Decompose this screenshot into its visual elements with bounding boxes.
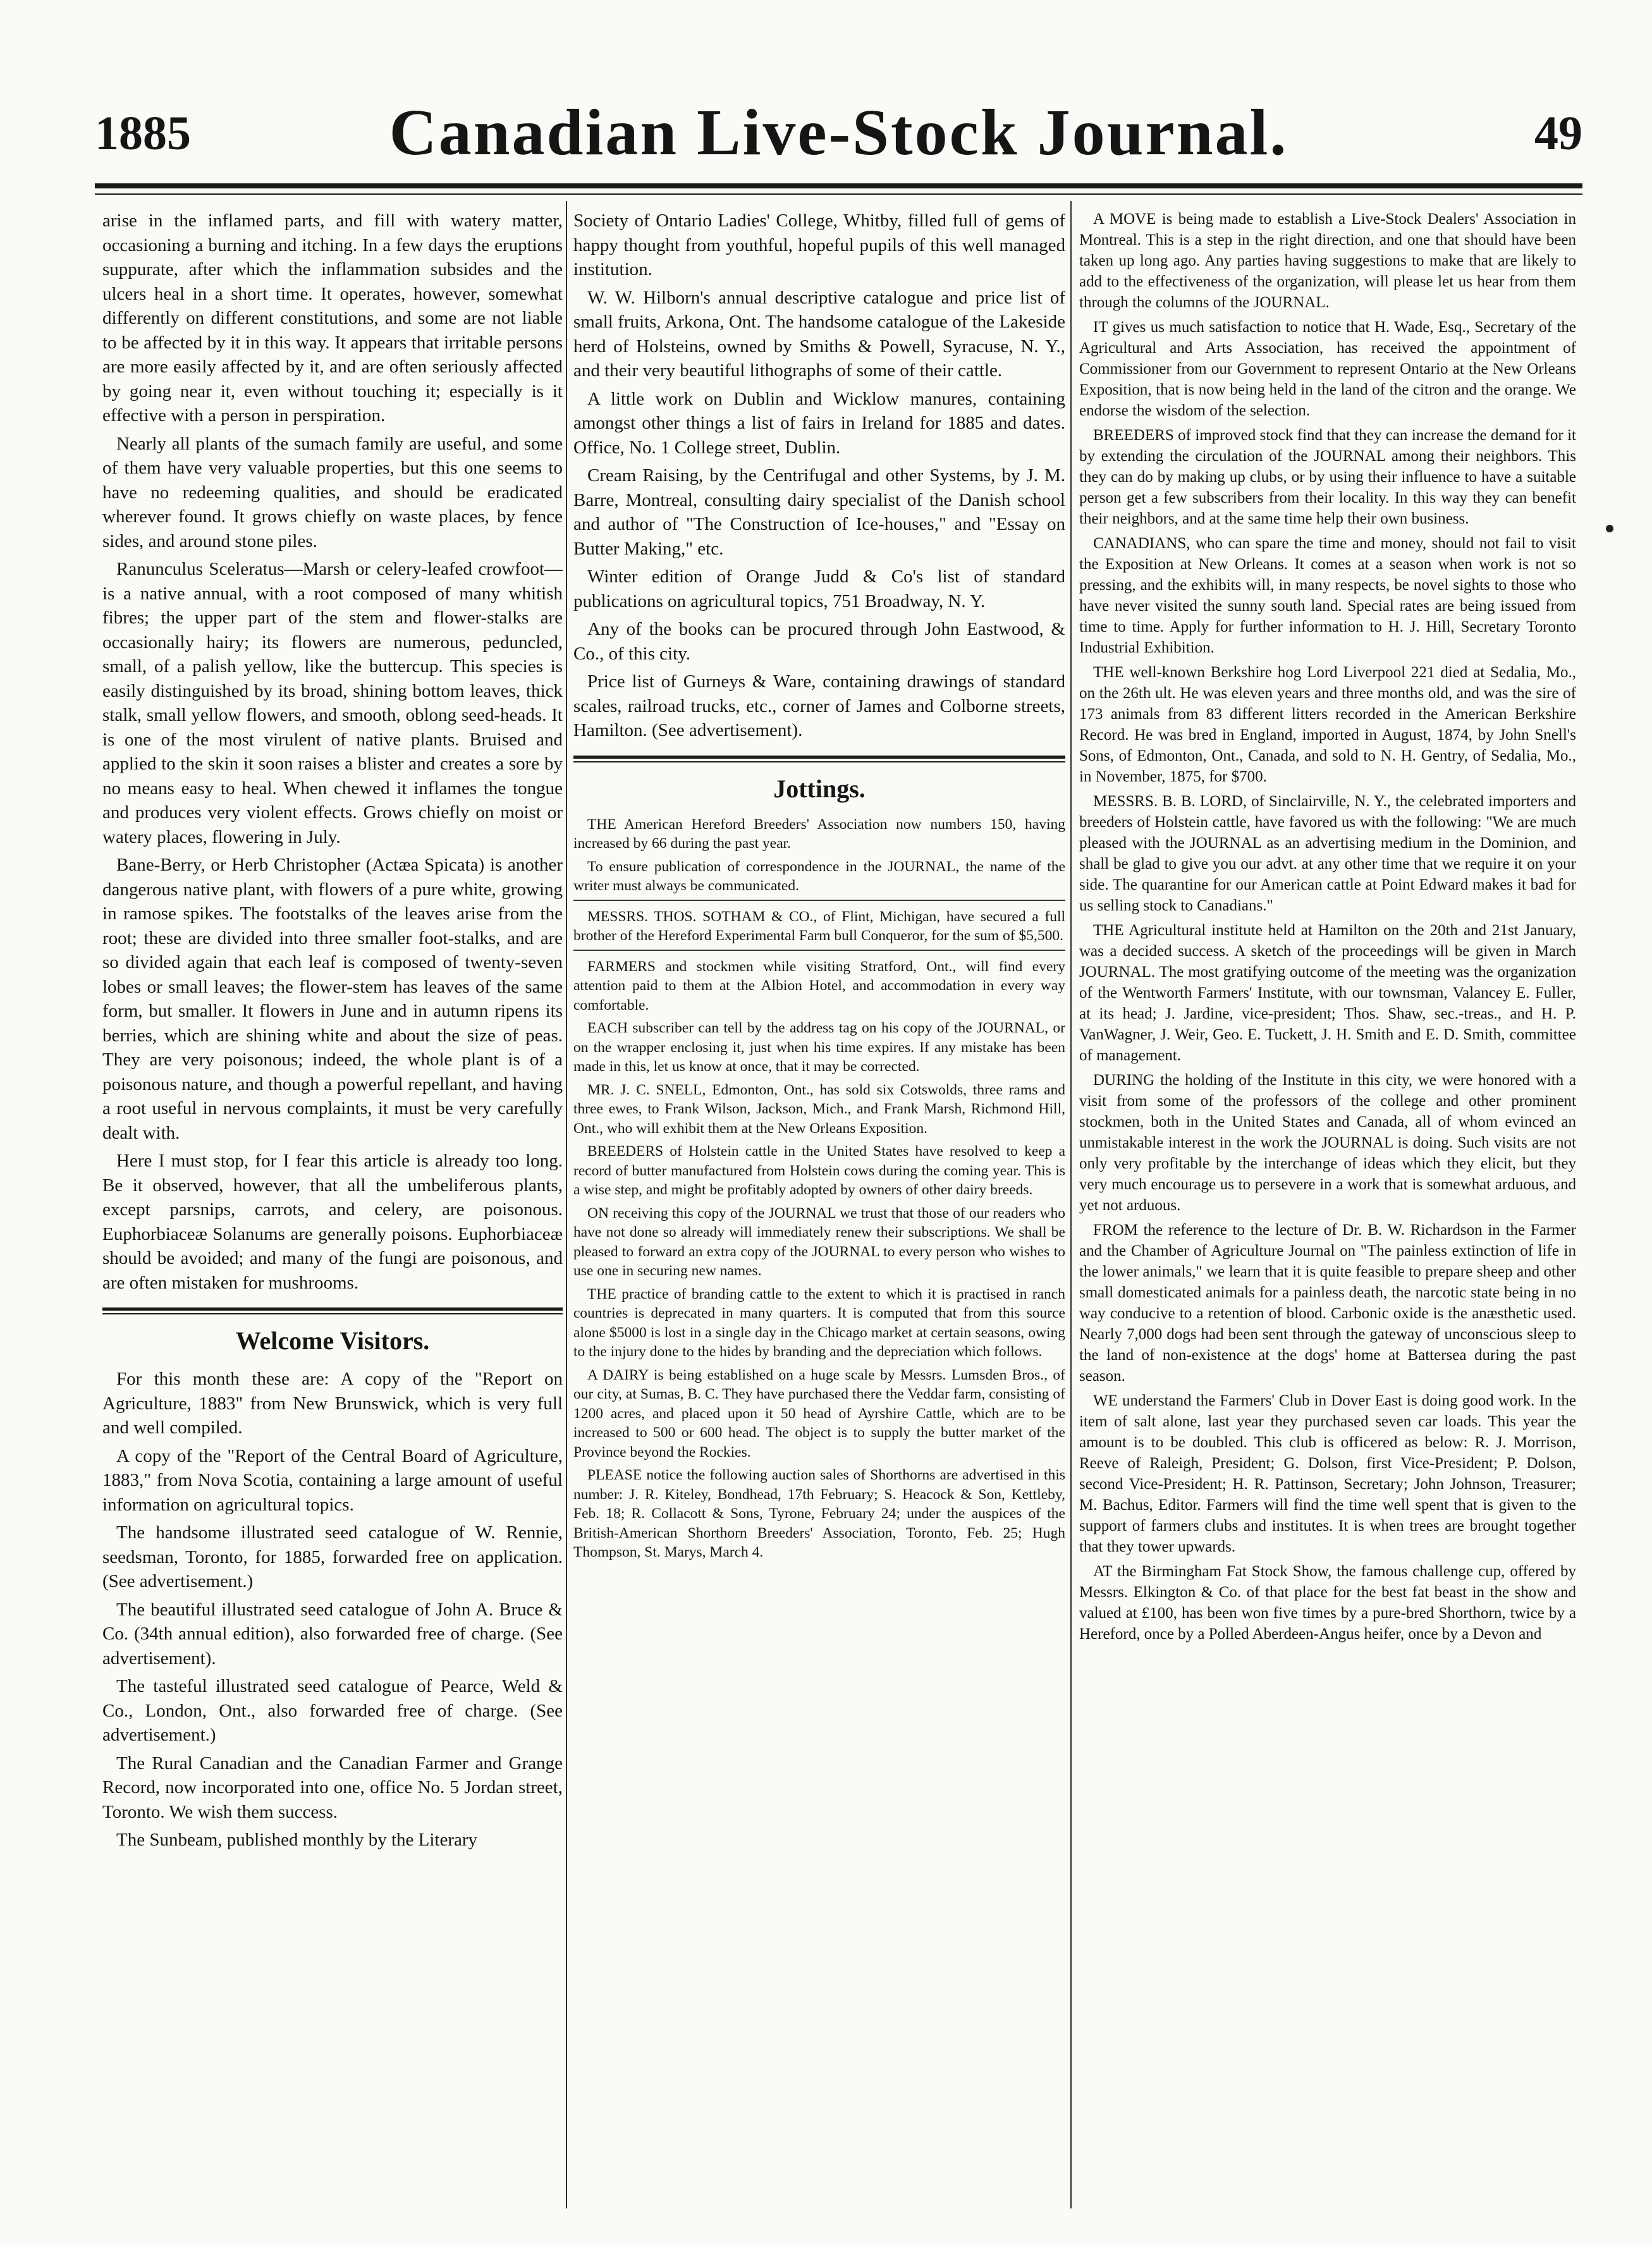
article-paragraph: Here I must stop, for I fear this article is already too long. Be it observed, however, that all the umbeliferous plants, except parsnips, carrots, and celery, are poisonous. Euphorbiaceæ Solanums are generally poisons. Euphorbiaceæ should be avoided; and many of the fungi are poisonous, and are often mistaken for mushrooms. bbox=[102, 1151, 563, 1293]
welcome-item: The Rural Canadian and the Canadian Farmer and Grange Record, now incorporated into one, office No. 5 Jordan street, Toronto. We wish them success. bbox=[102, 1753, 563, 1822]
article-paragraph: arise in the inflamed parts, and fill with watery matter, occasioning a burning and itching. In a few days the eruptions suppurate, after which the inflammation subsides and the ulcers heal in a short time. It operates, however, somewhat differently on different constitutions, and some are not liable to be affected by it in this way. It appears that irritable persons are more easily affected by it, and are often seriously affected by going near it, even without touching it; especially is it effective with a person in perspiration. bbox=[102, 211, 563, 426]
welcome-item: The handsome illustrated seed catalogue of W. Rennie, seedsman, Toronto, for 1885, forwarded free on application. (See advertisement.) bbox=[102, 1522, 563, 1591]
column-divider bbox=[566, 201, 567, 2208]
jotting-item: A DAIRY is being established on a huge scale by Messrs. Lumsden Bros., of our city, at Sumas, B. C. They have purchased there the Veddar farm, consisting of 1200 acres, and placed upon it 50 head of Ayrshire Cattle, which are to be increased to 500 or 600 head. The object is to supply the butter market of the Province beyond the Rockies. bbox=[573, 1366, 1065, 1460]
welcome-item: A copy of the "Report of the Central Board of Agriculture, 1883," from Nova Scotia, containing a large amount of useful information on agricultural topics. bbox=[102, 1445, 563, 1515]
jotting-item: ON receiving this copy of the JOURNAL we trust that those of our readers who have not done so already will immediately renew their subscriptions. We shall be pleased to forward an extra copy of the JOURNAL to every person who wishes to use one in securing new names. bbox=[573, 1204, 1065, 1279]
notice-item: DURING the holding of the Institute in this city, we were honored with a visit from some of the professors of the college and other prominent stockmen, both in the United States and Canada, all of whom evinced an unmistakable interest in the work the JOURNAL is doing. Such visits are not only very profitable by the interchange of ideas which they elicit, but they very much encourage us to persevere in a work that is somewhat arduous, and yet not arduous. bbox=[1079, 1072, 1576, 1214]
jotting-item: FARMERS and stockmen while visiting Stratford, Ont., will find every attention paid to them at the Albion Hotel, and accommodation in every way comfortable. bbox=[573, 958, 1065, 1013]
welcome-item: Winter edition of Orange Judd & Co's list of standard publications on agricultural topics, 751 Broadway, N. Y. bbox=[573, 566, 1065, 611]
jotting-item: MESSRS. THOS. SOTHAM & CO., of Flint, Michigan, have secured a full brother of the Hereford Experimental Farm bull Conqueror, for the sum of $5,500. bbox=[573, 908, 1065, 944]
welcome-item: The Sunbeam, published monthly by the Literary bbox=[116, 1830, 478, 1850]
notice-item: A MOVE is being made to establish a Live-Stock Dealers' Association in Montreal. This is a step in the right direction, and one that should have been taken up long ago. Any parties having suggestions to make that are likely to add to the effectiveness of the organization, will please let us hear from them through the columns of the JOURNAL. bbox=[1079, 211, 1576, 311]
welcome-item: A little work on Dublin and Wicklow manures, containing amongst other things a list of fairs in Ireland for 1885 and dates. Office, No. 1 College street, Dublin. bbox=[573, 388, 1065, 458]
notice-item: CANADIANS, who can spare the time and money, should not fail to visit the Exposition at New Orleans. It comes at a season when work is not so pressing, and the exhibits will, in many respects, be novel sights to those who have never visited the sunny south land. Special rates are being issued from time to time. Apply for further information to H. J. Hill, Secretary Toronto Industrial Exhibition. bbox=[1079, 535, 1576, 656]
item-separator bbox=[573, 950, 1065, 955]
welcome-item: Cream Raising, by the Centrifugal and other Systems, by J. M. Barre, Montreal, consulting dairy specialist of the Danish school and author of "The Construction of Ice-houses," and "Essay on Butter Making," etc. bbox=[573, 465, 1065, 559]
header-rule bbox=[95, 183, 1582, 188]
notice-item: MESSRS. B. B. LORD, of Sinclairville, N. Y., the celebrated importers and breeders of Holstein cattle, have favored us with the following: "We are much pleased with the JOURNAL as an advertising medium in the Dominion, and shall be glad to give you our advt. at any other time that we require it on your side. The quarantine for our American cattle at Point Edward makes it bad for us selling stock to Canadians." bbox=[1079, 793, 1576, 914]
jotting-item: EACH subscriber can tell by the address tag on his copy of the JOURNAL, or on the wrapper enclosing it, just when his time expires. If any mistake has been made in this, let us know at once, that it may be corrected. bbox=[573, 1020, 1065, 1075]
item-separator bbox=[573, 900, 1065, 905]
masthead bbox=[95, 95, 1582, 190]
section-rule bbox=[102, 1307, 563, 1314]
welcome-item: Any of the books can be procured through John Eastwood, & Co., of this city. bbox=[573, 619, 1065, 664]
notice-item: IT gives us much satisfaction to notice that H. Wade, Esq., Secretary of the Agricultural and Arts Association, has received the appointment of Commissioner from our Government to represent Ontario at the New Orleans Exposition, that is now being held in the land of the citron and the orange. We endorse the wisdom of the selection. bbox=[1079, 319, 1576, 419]
column-divider bbox=[1070, 201, 1072, 2208]
welcome-item: W. W. Hilborn's annual descriptive catalogue and price list of small fruits, Arkona, Ont. The handsome catalogue of the Lakeside herd of Holsteins, owned by Smiths & Powell, Syracuse, N. Y., and their very beautiful lithographs of some of their cattle. bbox=[573, 287, 1065, 381]
notice-item: THE well-known Berkshire hog Lord Liverpool 221 died at Sedalia, Mo., on the 26th ult. He was eleven years and three months old, and was the sire of 173 animals from 83 different litters recorded in the American Berkshire Record. He was bred in England, imported in August, 1874, by John Snell's Sons, of Edmonton, Ont., Canada, and sold to N. H. Gentry, of Sedalia, Mo., in November, 1875, for $700. bbox=[1079, 664, 1576, 785]
notice-item: THE Agricultural institute held at Hamilton on the 20th and 21st January, was a decided success. A sketch of the proceedings will be given in March JOURNAL. The most gratifying outcome of the meeting was the organization of the Wentworth Farmers' Institute, with our townsman, Valancey E. Fuller, at its head; J. Jardine, vice-president; Thos. Shaw, sec.-treas., and H. P. VanWagner, J. Weir, Geo. E. Tuckett, J. H. Smith and E. D. Smith, committee of management. bbox=[1079, 922, 1576, 1064]
section-rule bbox=[573, 756, 1065, 762]
header-rule-thin bbox=[95, 193, 1582, 195]
section-heading-welcome-visitors: Welcome Visitors. bbox=[235, 1326, 430, 1355]
jotting-item: To ensure publication of correspondence in the JOURNAL, the name of the writer must always be communicated. bbox=[573, 858, 1065, 894]
section-heading-jottings: Jottings. bbox=[773, 774, 866, 803]
page-number: 49 bbox=[1534, 107, 1582, 160]
welcome-item: For this month these are: A copy of the "Report on Agriculture, 1883" from New Brunswick, which is very full and well compiled. bbox=[102, 1369, 563, 1438]
welcome-item: The beautiful illustrated seed catalogue of John A. Bruce & Co. (34th annual edition), also forwarded free of charge. (See advertisement). bbox=[102, 1599, 563, 1668]
jotting-item: PLEASE notice the following auction sales of Shorthorns are advertised in this number: J. R. Kiteley, Bondhead, 17th February; S. Heacock & Son, Kettleby, Feb. 18; R. Collacott & Sons, Tyrone, February 24; under the auspices of the British-American Shorthorn Breeders' Association, Toronto, Feb. 25; Hugh Thompson, St. Marys, March 4. bbox=[573, 1467, 1065, 1560]
journal-title: Canadian Live-Stock Journal. bbox=[389, 96, 1288, 169]
jotting-item: THE practice of branding cattle to the extent to which it is practised in ranch countries is deprecated in many quarters. It is computed that from this source alone $5000 is lost in a single day in the Chicago market at certain seasons, owing to the injury done to the hides by branding and the depreciation which follows. bbox=[573, 1285, 1065, 1360]
column-3 bbox=[1079, 209, 1576, 2213]
jotting-item: MR. J. C. SNELL, Edmonton, Ont., has sold six Cotswolds, three rams and three ewes, to Frank Wilson, Jackson, Mich., and Frank Marsh, Richmond Hill, Ont., who will exhibit them at the New Orleans Exposition. bbox=[573, 1081, 1065, 1137]
column-1 bbox=[102, 209, 563, 2213]
jotting-item: BREEDERS of Holstein cattle in the United States have resolved to keep a record of butter manufactured from Holstein cows during the coming year. This is a wise step, and might be profitably adopted by owners of other dairy breeds. bbox=[573, 1143, 1065, 1198]
issue-year: 1885 bbox=[95, 107, 191, 160]
article-paragraph: Ranunculus Sceleratus—Marsh or celery-leafed crowfoot—is a native annual, with a root composed of many whitish fibres; the upper part of the stem and flower-stalks are occasionally hairy; its flowers are numerous, peduncled, small, of a palish yellow, like the buttercup. This species is easily distinguished by its broad, shining bottom leaves, thick stalk, small yellow flowers, and smooth, oblong seed-heads. It is one of the most virulent of native plants. Bruised and applied to the skin it soon raises a blister and creates a sore by no means easy to heal. When chewed it inflames the tongue and produces very violent effects. Grows chiefly on moist or watery places, flowering in July. bbox=[102, 559, 563, 847]
welcome-item: The tasteful illustrated seed catalogue of Pearce, Weld & Co., London, Ont., also forwarded free of charge. (See advertisement.) bbox=[102, 1676, 563, 1745]
welcome-item: Price list of Gurneys & Ware, containing drawings of standard scales, railroad trucks, etc., corner of James and Colborne streets, Hamilton. (See advertisement). bbox=[573, 671, 1065, 740]
notice-item: AT the Birmingham Fat Stock Show, the famous challenge cup, offered by Messrs. Elkington & Co. of that place for the best fat beast in the show and valued at £100, has been won five times by a pure-bred Shorthorn, twice by a Hereford, once by a Polled Aberdeen-Angus heifer, once by a Devon and bbox=[1079, 1563, 1576, 1643]
margin-mark bbox=[1606, 525, 1613, 532]
notice-item: FROM the reference to the lecture of Dr. B. W. Richardson in the Farmer and the Chamber of Agriculture Journal on "The painless extinction of life in the lower animals," we learn that it is quite feasible to prepare sheep and other small domesticated animals for a painless death, the narcotic state being in no way conducive to a retention of blood. Carbonic oxide is the anæsthetic used. Nearly 7,000 dogs had been sent through the gateway of unconscious sleep to the land of non-existence at the dogs' home at Battersea during the past season. bbox=[1079, 1221, 1576, 1385]
notice-item: BREEDERS of improved stock find that they can increase the demand for it by extending the circulation of the JOURNAL among their neighbors. This they can do by making up clubs, or by using their influence to have a suitable person get a few subscribers from their locality. In this way they can benefit their neighbors, and at the same time help their own business. bbox=[1079, 427, 1576, 527]
article-paragraph: Nearly all plants of the sumach family are useful, and some of them have very valuable properties, but this one seems to have no redeeming qualities, and should be eradicated wherever found. It grows chiefly on waste places, by fence sides, and around stone piles. bbox=[102, 433, 563, 551]
article-paragraph: Bane-Berry, or Herb Christopher (Actæa Spicata) is another dangerous native plant, with flowers of a pure white, growing in ramose spikes. The footstalks of the leaves arise from the root; these are divided into three smaller foot-stalks, and are so divided again that each leaf is composed of twenty-seven lobes or small leaves; the flower-stem has leaves of the same form, but smaller. It flowers in June and in autumn ripens its berries, which are shining white and about the size of peas. They are very poisonous; indeed, the whole plant is of a poisonous nature, and though a powerful repellant, and having a root useful in nervous complaints, it must be very carefully dealt with. bbox=[102, 855, 563, 1143]
welcome-item: Society of Ontario Ladies' College, Whitby, filled full of gems of happy thought from youthful, hopeful pupils of this well managed institution. bbox=[573, 211, 1065, 279]
column-2 bbox=[573, 209, 1065, 2213]
jotting-item: THE American Hereford Breeders' Association now numbers 150, having increased by 66 during the past year. bbox=[573, 816, 1065, 852]
notice-item: WE understand the Farmers' Club in Dover East is doing good work. In the item of salt alone, last year they purchased seven car loads. This year the amount is to be doubled. This club is officered as below: R. J. Morrison, Reeve of Raleigh, President; G. Dolson, first Vice-President; P. Dolson, second Vice-President; H. R. Pattinson, Secretary; John Johnson, Treasurer; M. Bachus, Editor. Farmers will find the time well spent that is given to the support of farmers clubs and institutes. It is when trees are brought together that they tower upwards. bbox=[1079, 1392, 1576, 1555]
